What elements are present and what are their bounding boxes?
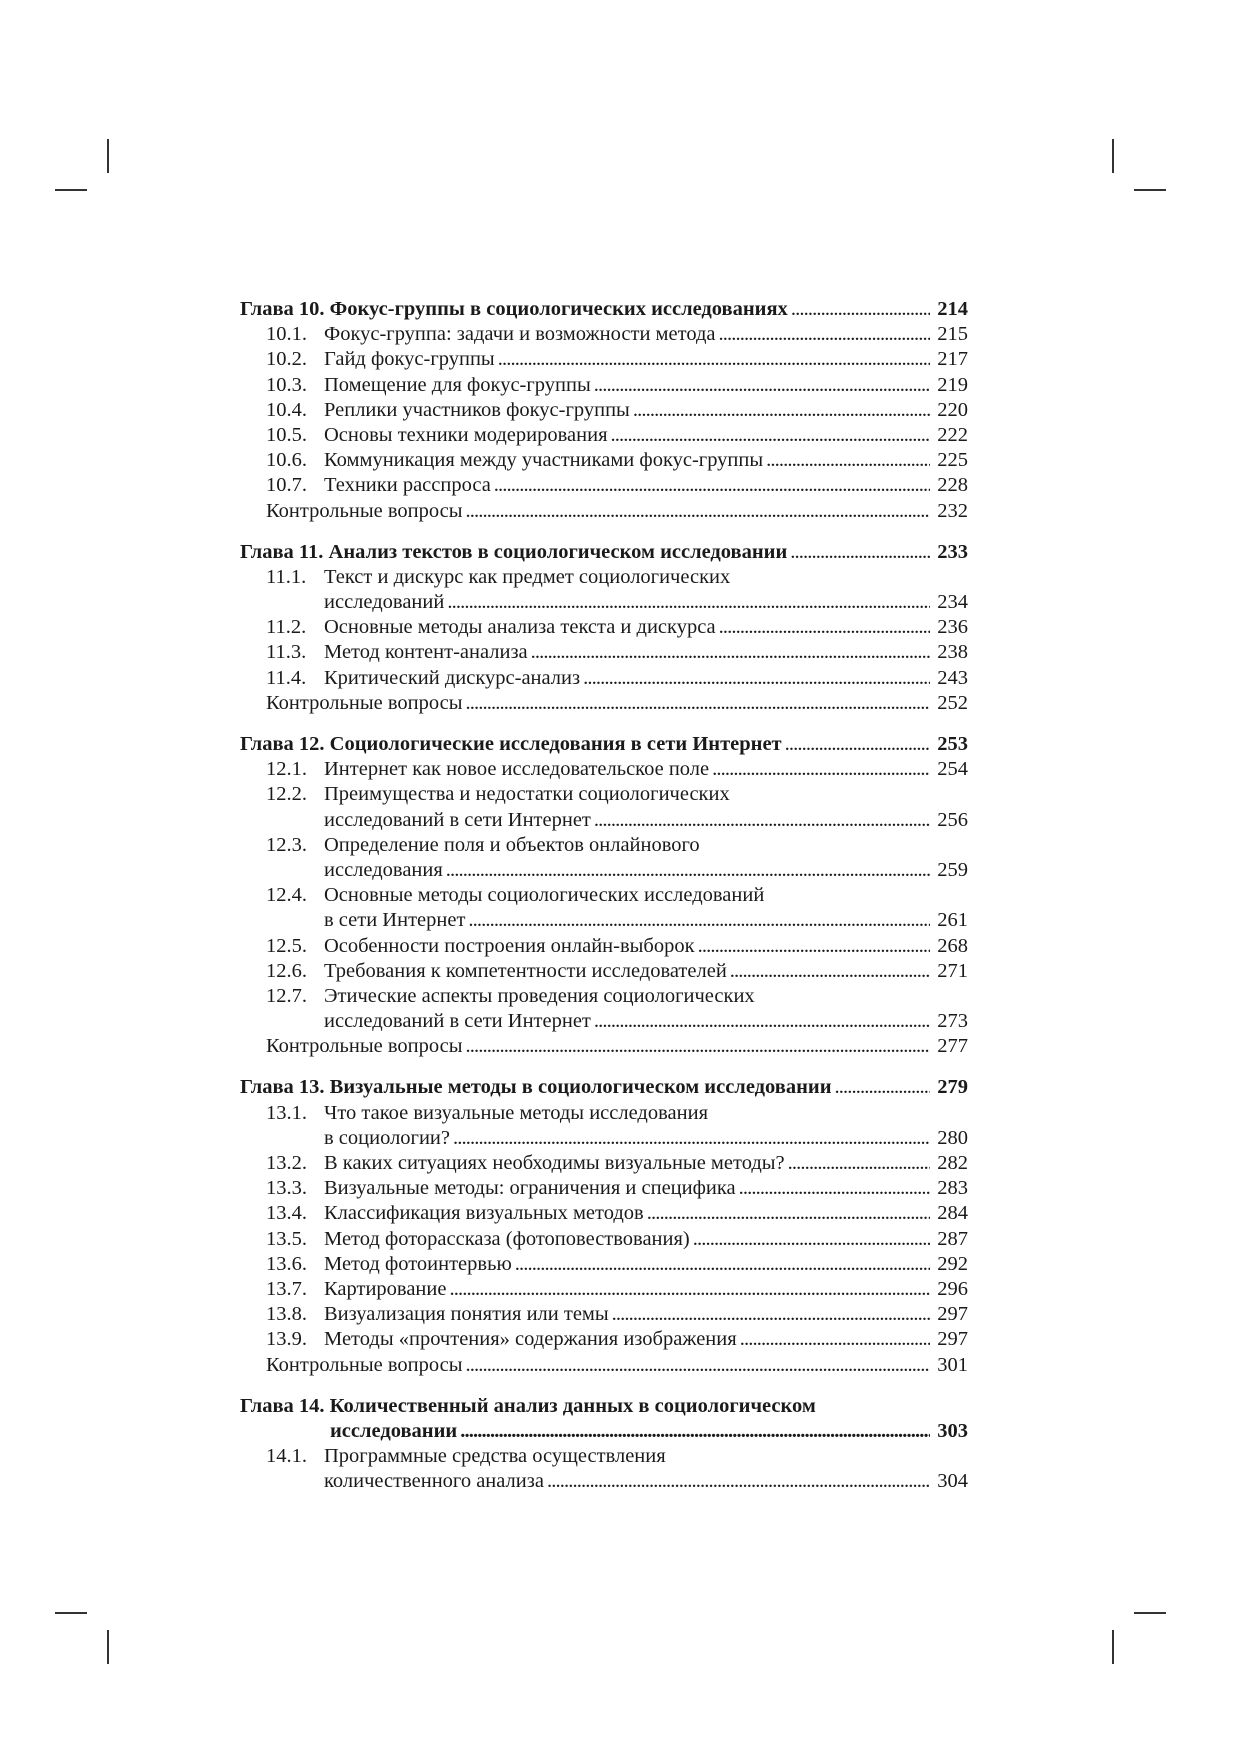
section-entry-leader <box>737 1327 930 1352</box>
section-entry-leader <box>736 1176 930 1201</box>
review-questions-page: 232 <box>937 499 968 522</box>
section-entry <box>240 1176 968 1201</box>
section-entry-text: Критический дискурс-анализ <box>324 666 581 689</box>
section-entry <box>240 883 968 908</box>
section-entry-number: 12.7. <box>266 984 307 1007</box>
section-entry-number: 12.4. <box>266 884 307 907</box>
section-entry <box>240 615 968 640</box>
chapter-block <box>240 297 968 524</box>
section-entry-page: 219 <box>937 373 968 396</box>
chapter-heading-page: 233 <box>937 540 968 563</box>
section-entry-cont-page: 256 <box>937 808 968 831</box>
section-entry-leader <box>491 473 930 498</box>
section-entry-title <box>266 448 763 473</box>
chapter-heading-page: 214 <box>937 298 968 320</box>
section-entry-text: Метод фотоинтервью <box>324 1252 512 1275</box>
section-entry-text: Что такое визуальные методы исследования <box>324 1101 708 1124</box>
section-entry-leader <box>580 666 930 691</box>
section-entry <box>240 398 968 423</box>
section-entry <box>240 934 968 959</box>
section-entry-text: Интернет как новое исследовательское поле <box>324 758 710 781</box>
section-entry-number: 10.3. <box>266 373 307 396</box>
section-entry-cont-page: 273 <box>937 1010 968 1033</box>
section-entry-number: 13.9. <box>266 1328 307 1351</box>
section-entry-title <box>266 1227 690 1252</box>
section-entry <box>240 1227 968 1252</box>
chapter-heading-title: Глава 12. Социологические исследования в сети Интернет <box>240 733 782 755</box>
section-entry-number: 13.5. <box>266 1227 307 1250</box>
section-entry-page: 268 <box>937 934 968 957</box>
section-entry-title <box>266 347 495 372</box>
section-entry <box>240 1327 968 1352</box>
section-entry-cont-title: исследований <box>324 591 445 614</box>
section-entry-title <box>266 666 580 691</box>
section-entry-number: 10.5. <box>266 423 307 446</box>
section-entry-cont-leader <box>443 858 930 883</box>
section-entry-leader <box>495 347 930 372</box>
section-entry-title <box>266 322 716 347</box>
section-entry-number: 12.2. <box>266 783 307 806</box>
section-entry-number: 13.2. <box>266 1152 307 1174</box>
section-entry-number: 11.4. <box>266 666 307 689</box>
section-entry-cont-title: исследований в сети Интернет <box>324 808 591 831</box>
review-questions-leader <box>463 499 930 524</box>
section-entry-text: Реплики участников фокус-группы <box>324 398 630 421</box>
section-entry-cont-leader <box>444 590 930 615</box>
section-entry-number: 10.1. <box>266 323 307 346</box>
section-entry-cont-page: 234 <box>937 591 968 614</box>
section-entry <box>240 565 968 590</box>
section-entry-title <box>266 1444 666 1469</box>
chapter-block <box>240 732 968 1059</box>
review-questions-page: 301 <box>937 1353 968 1376</box>
section-entry-text: Коммуникация между участниками фокус-группы <box>324 449 764 472</box>
section-entry-text: Классификация визуальных методов <box>324 1202 644 1225</box>
section-entry-cont <box>240 1009 968 1034</box>
section-entry <box>240 1151 968 1176</box>
crop-mark-top-left-vertical <box>107 139 109 173</box>
chapter-heading <box>240 297 968 322</box>
section-entry-cont-leader <box>465 908 930 933</box>
crop-mark-top-left-horizontal <box>55 189 87 191</box>
section-entry-page: 215 <box>937 323 968 346</box>
section-entry-title <box>266 757 709 782</box>
section-entry <box>240 757 968 782</box>
section-entry-leader <box>608 423 931 448</box>
review-questions-leader <box>463 1034 930 1059</box>
crop-mark-bottom-right-horizontal <box>1134 1612 1166 1614</box>
chapter-heading-title: Глава 14. Количественный анализ данных в социологическом <box>240 1394 816 1417</box>
section-entry-page: 297 <box>937 1328 968 1351</box>
section-entry-number: 10.2. <box>266 348 307 371</box>
section-entry-text: Фокус-группа: задачи и возможности метода <box>324 323 716 346</box>
section-entry <box>240 347 968 372</box>
section-entry <box>240 322 968 347</box>
section-entry-leader <box>716 615 930 640</box>
section-entry-text: Определение поля и объектов онлайнового <box>324 833 700 856</box>
section-entry-page: 282 <box>937 1152 968 1174</box>
section-entry-leader <box>709 757 930 782</box>
section-entry-leader <box>727 959 930 984</box>
table-of-contents <box>240 297 968 1510</box>
review-questions-leader <box>463 691 930 716</box>
section-entry-text: Программные средства осуществления <box>324 1445 666 1468</box>
section-entry-text: Метод контент-анализа <box>324 641 528 664</box>
section-entry-number: 13.7. <box>266 1277 307 1300</box>
section-entry-number: 10.4. <box>266 398 307 421</box>
chapter-heading-page: 279 <box>937 1076 968 1099</box>
section-entry <box>240 373 968 398</box>
section-entry-number: 12.1. <box>266 758 307 781</box>
section-entry <box>240 1444 968 1469</box>
section-entry-cont <box>240 858 968 883</box>
section-entry-number: 13.6. <box>266 1252 307 1275</box>
section-entry-page: 287 <box>937 1227 968 1250</box>
section-entry <box>240 1101 968 1126</box>
section-entry-number: 12.5. <box>266 934 307 957</box>
chapter-heading <box>240 1075 968 1100</box>
section-entry-page: 283 <box>937 1177 968 1200</box>
section-entry-title <box>266 1151 785 1176</box>
chapter-heading-title: Глава 10. Фокус-группы в социологических исследованиях <box>240 298 788 320</box>
section-entry <box>240 423 968 448</box>
section-entry-cont <box>240 1469 968 1494</box>
section-entry-title <box>266 423 608 448</box>
chapter-block <box>240 1075 968 1377</box>
section-entry-text: Помещение для фокус-группы <box>324 373 591 396</box>
section-entry-page: 243 <box>937 666 968 689</box>
section-entry-text: Метод фоторассказа (фотоповествования) <box>324 1227 690 1250</box>
review-questions-page: 277 <box>937 1035 968 1058</box>
review-questions <box>240 1353 968 1378</box>
section-entry-title <box>266 833 700 858</box>
section-entry-title <box>266 1101 708 1126</box>
chapter-heading-title: Глава 13. Визуальные методы в социологическом исследовании <box>240 1076 832 1099</box>
section-entry <box>240 1302 968 1327</box>
section-entry-number: 10.6. <box>266 449 307 472</box>
section-entry-page: 238 <box>937 641 968 664</box>
section-entry-page: 254 <box>937 758 968 781</box>
section-entry-leader <box>591 373 930 398</box>
review-questions <box>240 691 968 716</box>
section-entry-title <box>266 565 730 590</box>
section-entry-cont <box>240 590 968 615</box>
section-entry-text: Гайд фокус-группы <box>324 348 495 371</box>
section-entry-leader <box>446 1277 930 1302</box>
chapter-heading-cont-page: 303 <box>937 1419 968 1442</box>
chapter-heading-page: 253 <box>937 733 968 755</box>
section-entry-cont <box>240 808 968 833</box>
section-entry-title <box>266 398 630 423</box>
section-entry-text: Визуализация понятия или темы <box>324 1303 609 1326</box>
review-questions <box>240 1034 968 1059</box>
section-entry-leader <box>785 1151 930 1176</box>
chapter-heading-leader <box>787 540 930 565</box>
chapter-heading <box>240 1394 968 1419</box>
section-entry <box>240 1277 968 1302</box>
crop-mark-bottom-left-vertical <box>107 1630 109 1664</box>
section-entry-page: 222 <box>937 423 968 446</box>
section-entry-title <box>266 1327 737 1352</box>
review-questions-leader <box>463 1353 930 1378</box>
section-entry-text: Картирование <box>324 1277 447 1300</box>
section-entry <box>240 782 968 807</box>
section-entry-leader <box>763 448 930 473</box>
section-entry-cont-page: 280 <box>937 1126 968 1149</box>
section-entry-leader <box>528 640 930 665</box>
section-entry-cont-leader <box>544 1469 930 1494</box>
chapter-heading <box>240 540 968 565</box>
section-entry-page: 284 <box>937 1202 968 1225</box>
section-entry-title <box>266 782 730 807</box>
section-entry-number: 11.1. <box>266 565 307 588</box>
section-entry-page: 292 <box>937 1252 968 1275</box>
chapter-heading-cont <box>240 1419 968 1444</box>
review-questions-title: Контрольные вопросы <box>266 499 463 522</box>
section-entry-leader <box>716 322 930 347</box>
section-entry <box>240 833 968 858</box>
section-entry-cont <box>240 908 968 933</box>
section-entry-title <box>266 959 727 984</box>
section-entry-number: 11.2. <box>266 616 307 639</box>
section-entry <box>240 1201 968 1226</box>
section-entry-title <box>266 1302 609 1327</box>
section-entry-leader <box>644 1201 930 1226</box>
chapter-heading-leader <box>832 1075 930 1100</box>
chapter-heading-cont-leader <box>457 1419 930 1444</box>
section-entry-page: 236 <box>937 616 968 639</box>
section-entry-title <box>266 373 591 398</box>
section-entry <box>240 640 968 665</box>
section-entry-page: 297 <box>937 1303 968 1326</box>
section-entry-page: 220 <box>937 398 968 421</box>
section-entry-cont-title: исследований в сети Интернет <box>324 1010 591 1033</box>
section-entry-title <box>266 1201 644 1226</box>
chapter-heading-leader <box>788 297 930 322</box>
chapter-heading-leader <box>782 732 930 757</box>
section-entry-text: Текст и дискурс как предмет социологических <box>324 565 731 588</box>
section-entry-cont-title: в социологии? <box>324 1126 451 1149</box>
section-entry-number: 10.7. <box>266 474 307 497</box>
section-entry-cont <box>240 1126 968 1151</box>
section-entry-title <box>266 1252 512 1277</box>
section-entry-page: 228 <box>937 474 968 497</box>
section-entry <box>240 1252 968 1277</box>
section-entry-number: 13.4. <box>266 1202 307 1225</box>
section-entry-number: 14.1. <box>266 1445 307 1468</box>
section-entry-title <box>266 473 491 498</box>
chapter-heading <box>240 732 968 757</box>
section-entry <box>240 959 968 984</box>
section-entry-page: 271 <box>937 959 968 982</box>
crop-mark-top-right-vertical <box>1112 139 1114 173</box>
section-entry-cont-leader <box>591 1009 930 1034</box>
crop-mark-bottom-right-vertical <box>1112 1630 1114 1664</box>
chapter-block <box>240 1394 968 1495</box>
section-entry-text: Основные методы социологических исследований <box>324 884 765 907</box>
section-entry-text: Преимущества и недостатки социологических <box>324 783 730 806</box>
review-questions <box>240 499 968 524</box>
section-entry-title <box>266 934 695 959</box>
section-entry-page: 225 <box>937 449 968 472</box>
section-entry-text: Техники расспроса <box>324 474 491 497</box>
section-entry-text: Особенности построения онлайн-выборок <box>324 934 695 957</box>
section-entry-cont-page: 261 <box>937 909 968 932</box>
section-entry-title <box>266 615 716 640</box>
section-entry-text: Основы техники модерирования <box>324 423 608 446</box>
section-entry-cont-page: 304 <box>937 1470 968 1493</box>
section-entry-number: 12.3. <box>266 833 307 856</box>
chapter-heading-cont-title: исследовании <box>330 1419 458 1442</box>
section-entry-title <box>266 1277 446 1302</box>
section-entry-title <box>266 640 528 665</box>
section-entry-number: 12.6. <box>266 959 307 982</box>
crop-mark-bottom-left-horizontal <box>55 1612 87 1614</box>
section-entry <box>240 473 968 498</box>
section-entry <box>240 448 968 473</box>
section-entry-cont-leader <box>450 1126 930 1151</box>
section-entry-page: 296 <box>937 1277 968 1300</box>
section-entry-text: Методы «прочтения» содержания изображения <box>324 1328 737 1351</box>
section-entry-leader <box>630 398 930 423</box>
section-entry-leader <box>690 1227 930 1252</box>
section-entry <box>240 666 968 691</box>
review-questions-title: Контрольные вопросы <box>266 1353 463 1376</box>
section-entry-title <box>266 1176 736 1201</box>
section-entry-title <box>266 883 764 908</box>
section-entry-cont-title: исследования <box>324 858 443 881</box>
section-entry-number: 13.8. <box>266 1303 307 1326</box>
crop-mark-top-right-horizontal <box>1134 189 1166 191</box>
section-entry-cont-page: 259 <box>937 858 968 881</box>
section-entry-text: В каких ситуациях необходимы визуальные методы? <box>324 1152 785 1174</box>
section-entry-text: Требования к компетентности исследователей <box>324 959 727 982</box>
section-entry-cont-title: в сети Интернет <box>324 909 466 932</box>
section-entry-page: 217 <box>937 348 968 371</box>
section-entry-text: Визуальные методы: ограничения и специфика <box>324 1177 736 1200</box>
section-entry <box>240 984 968 1009</box>
section-entry-leader <box>695 934 930 959</box>
section-entry-number: 13.1. <box>266 1101 307 1124</box>
review-questions-title: Контрольные вопросы <box>266 1035 463 1058</box>
section-entry-leader <box>512 1252 930 1277</box>
review-questions-title: Контрольные вопросы <box>266 691 463 714</box>
section-entry-cont-title: количественного анализа <box>324 1470 544 1493</box>
section-entry-title <box>266 984 755 1009</box>
chapter-heading-title: Глава 11. Анализ текстов в социологическом исследовании <box>240 540 788 563</box>
chapter-block <box>240 540 968 716</box>
review-questions-page: 252 <box>937 691 968 714</box>
section-entry-text: Основные методы анализа текста и дискурса <box>324 616 716 639</box>
section-entry-cont-leader <box>591 808 930 833</box>
section-entry-leader <box>609 1302 930 1327</box>
section-entry-text: Этические аспекты проведения социологических <box>324 984 755 1007</box>
section-entry-number: 11.3. <box>266 641 307 664</box>
section-entry-number: 13.3. <box>266 1177 307 1200</box>
